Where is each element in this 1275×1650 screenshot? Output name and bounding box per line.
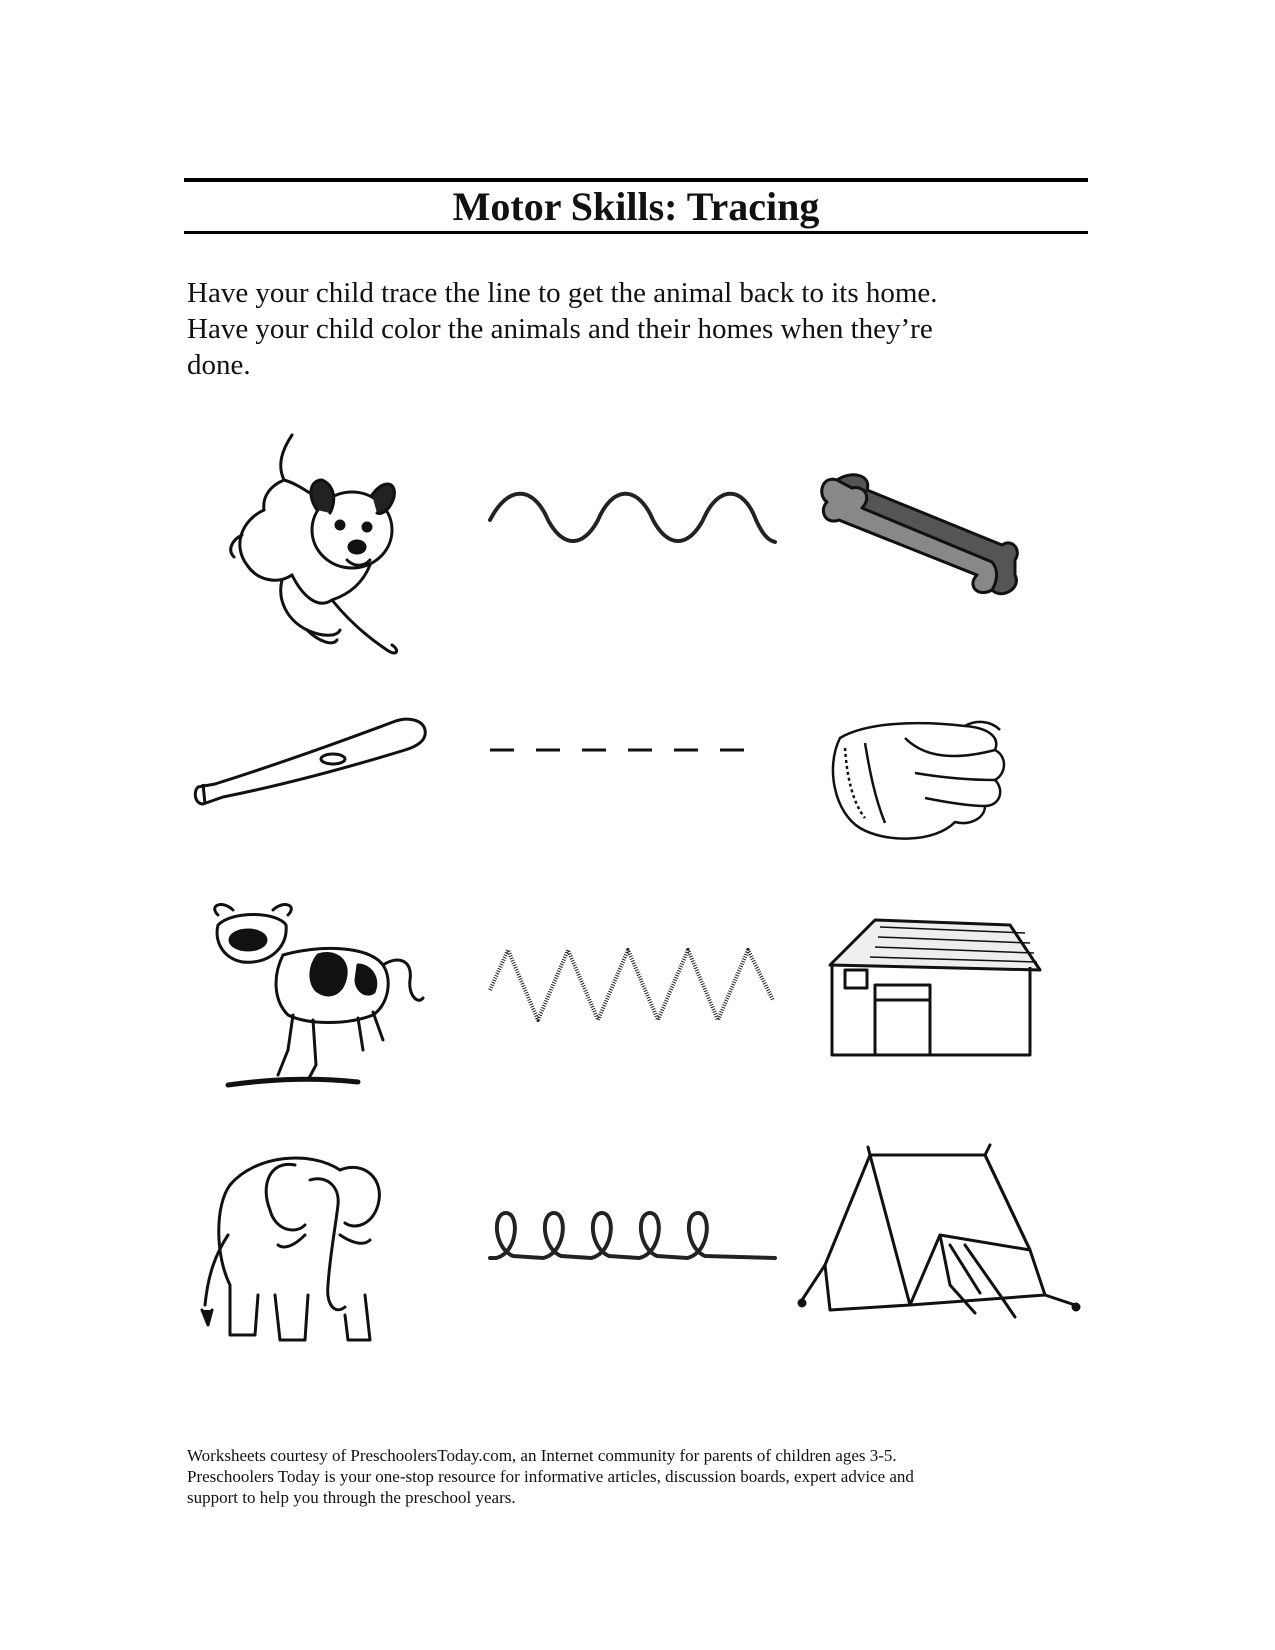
cow-icon xyxy=(198,900,438,1100)
dashed-trace-line[interactable] xyxy=(488,745,768,755)
wave-trace-line[interactable] xyxy=(488,490,778,550)
footer-line: support to help you through the preschool years. xyxy=(187,1488,516,1507)
instruction-line: Have your child trace the line to get the animal back to its home. xyxy=(187,277,938,309)
barn-icon xyxy=(820,915,1040,1065)
instruction-line: done. xyxy=(187,349,251,381)
instruction-line: Have your child color the animals and their homes when they’re xyxy=(187,313,933,345)
page-title: Motor Skills: Tracing xyxy=(452,184,820,229)
instructions xyxy=(187,275,1087,383)
baseball-glove-icon xyxy=(825,718,1010,848)
loop-trace-line[interactable] xyxy=(488,1208,778,1268)
tent-icon xyxy=(800,1145,1080,1325)
dog-icon xyxy=(222,425,422,675)
footer-line: Worksheets courtesy of PreschoolersToday.com, an Internet community for parents of children ages 3-5. xyxy=(187,1446,897,1465)
baseball-bat-icon xyxy=(193,712,433,807)
title-rule-top xyxy=(184,178,1088,182)
footer-line: Preschoolers Today is your one-stop resource for informative articles, discussion boards, expert advice and xyxy=(187,1467,914,1486)
zigzag-trace-line[interactable] xyxy=(488,945,778,1025)
title-rule-bottom xyxy=(184,231,1088,234)
bone-icon xyxy=(817,470,1027,600)
elephant-icon xyxy=(200,1145,410,1345)
footer-credits xyxy=(187,1445,1087,1508)
